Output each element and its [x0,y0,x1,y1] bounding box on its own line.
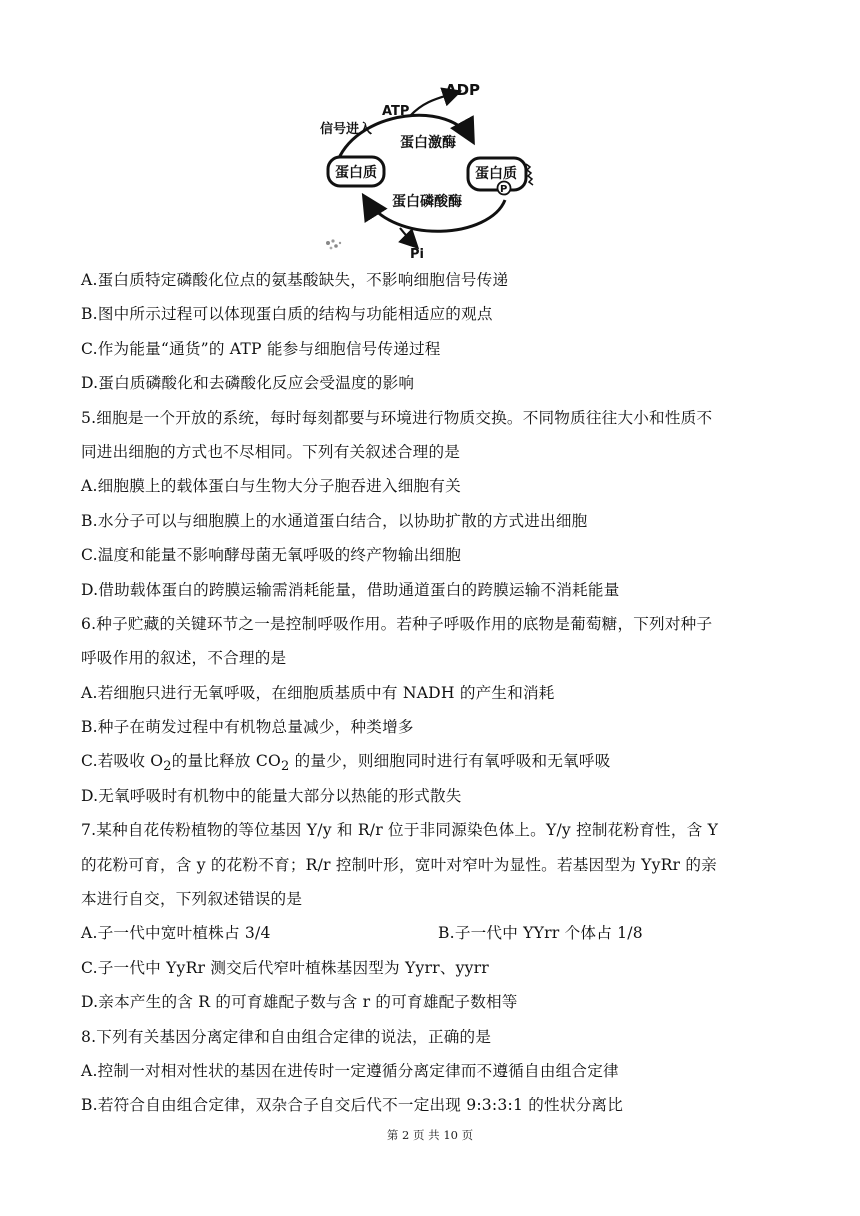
q8-option-b: B.若符合自由组合定律，双杂合子自交后代不一定出现 9:3:3:1 的性状分离比 [81,1096,623,1115]
q6-option-d: D.无氧呼吸时有机物中的能量大部分以热能的形式散失 [81,786,462,805]
q7-option-d: D.亲本产生的含 R 的可育雄配子数与含 r 的可育雄配子数相等 [81,993,518,1012]
question-text-body [81,263,781,1123]
q5-option-a: A.细胞膜上的载体蛋白与生物大分子胞吞进入细胞有关 [81,477,461,496]
q4-option-d: D.蛋白质磷酸化和去磷酸化反应会受温度的影响 [81,374,415,393]
q6-option-a: A.若细胞只进行无氧呼吸，在细胞质基质中有 NADH 的产生和消耗 [81,683,555,702]
phosphate-label: P [500,184,508,195]
q6-c-mid: 的量比释放 CO [171,752,281,771]
atp-label: ATP [382,104,410,119]
q5-option-b: B.水分子可以与细胞膜上的水通道蛋白结合，以协助扩散的方式进出细胞 [81,511,588,530]
q8-stem: 8.下列有关基因分离定律和自由组合定律的说法，正确的是 [81,1027,492,1046]
q6-option-b: B.种子在萌发过程中有机物总量减少，种类增多 [81,718,414,737]
q5-option-c: C.温度和能量不影响酵母菌无氧呼吸的终产物输出细胞 [81,546,461,565]
q6-c-sub1: 2 [163,759,172,775]
q4-option-c: C.作为能量“通货”的 ATP 能参与细胞信号传递过程 [81,339,441,358]
q7-option-b: B.子一代中 YYrr 个体占 1/8 [438,924,643,943]
protein-phosphorylation-diagram [300,78,560,260]
adp-label: ADP [445,81,481,99]
q6-c-sub2: 2 [281,759,290,775]
q7-stem-line-3: 本进行自交，下列叙述错误的是 [81,890,303,909]
q6-option-c [81,744,781,778]
q4-option-a: A.蛋白质特定磷酸化位点的氨基酸缺失，不影响细胞信号传递 [81,271,509,289]
q6-c-post: 的量少，则细胞同时进行有氧呼吸和无氧呼吸 [289,752,611,771]
q6-stem-line-2: 呼吸作用的叙述，不合理的是 [81,649,287,668]
q5-stem-line-2: 同进出细胞的方式也不尽相同。下列有关叙述合理的是 [81,442,461,461]
signal-in-label: 信号进入 [320,122,373,137]
q5-option-d: D.借助载体蛋白的跨膜运输需消耗能量，借助通道蛋白的跨膜运输不消耗能量 [81,580,620,599]
q7-options-ab-row [81,916,781,950]
phosphatase-label: 蛋白磷酸酶 [392,194,462,210]
protein-left-label: 蛋白质 [335,165,377,181]
q8-option-a: A.控制一对相对性状的基因在进传时一定遵循分离定律而不遵循自由组合定律 [81,1061,619,1080]
q6-c-pre: C.若吸收 O [81,752,164,771]
protein-right-label: 蛋白质 [475,166,517,182]
diagram-svg [300,78,560,260]
pi-label: Pi [410,247,424,260]
q4-option-b: B.图中所示过程可以体现蛋白质的结构与功能相适应的观点 [81,305,493,324]
q7-stem-line-2: 的花粉可育，含 y 的花粉不育；R/r 控制叶形，宽叶对窄叶为显性。若基因型为 YyRr 的亲 [81,855,717,874]
q7-stem-line-1: 7.某种自花传粉植物的等位基因 Y/y 和 R/r 位于非同源染色体上。Y/y 控制花粉育性，含 Y [81,821,719,840]
q7-option-c: C.子一代中 YyRr 测交后代窄叶植株基因型为 Yyrr、yyrr [81,958,489,977]
smudge-mark [326,239,341,249]
kinase-label: 蛋白激酶 [400,135,456,151]
q7-option-a: A.子一代中宽叶植株占 3/4 [81,924,271,943]
page-footer: 第 2 页 共 10 页 [386,1128,474,1142]
q6-stem-line-1: 6.种子贮藏的关键环节之一是控制呼吸作用。若种子呼吸作用的底物是葡萄糖，下列对种子 [81,614,713,633]
q5-stem-line-1: 5.细胞是一个开放的系统，每时每刻都要与环境进行物质交换。不同物质往往大小和性质不 [81,408,713,427]
pi-arrow [400,228,416,246]
